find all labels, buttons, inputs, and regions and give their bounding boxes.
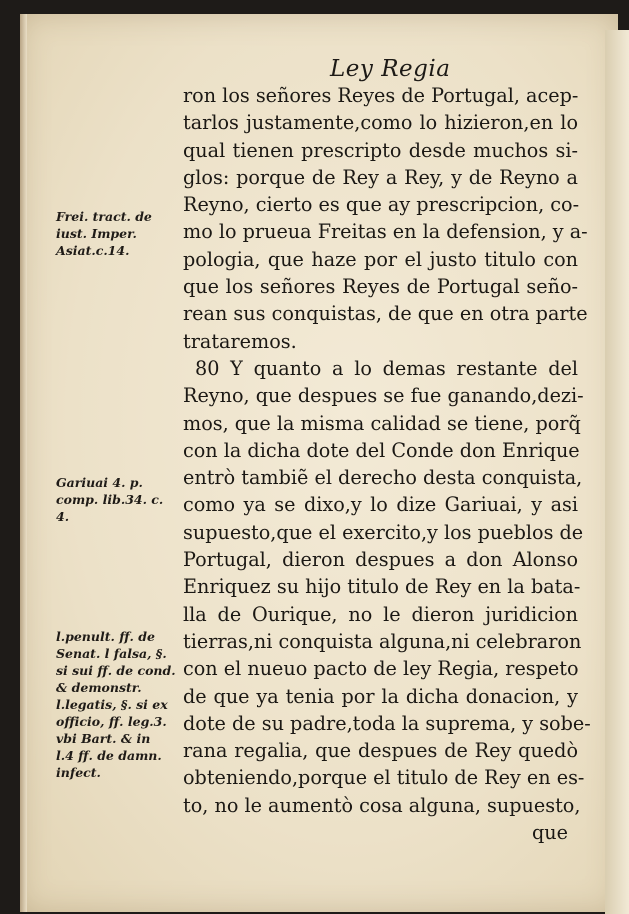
text-line: mos, que la misma calidad se tiene, porq̃ xyxy=(183,411,581,435)
main-text-block xyxy=(183,82,591,846)
margin-note-line: infect. xyxy=(56,765,101,780)
text-line: glos: porque de Rey a Rey, y de Reyno a xyxy=(183,165,578,189)
text-line: Enriquez su hijo titulo de Rey en la bata- xyxy=(183,575,581,599)
text-line: de que ya tenia por la dicha donacion, y xyxy=(183,684,578,708)
text-line: mo lo prueua Freitas en la defension, y a- xyxy=(183,220,588,244)
margin-note-line: comp. lib.34. c. xyxy=(56,492,164,507)
text-line: trataremos. xyxy=(183,329,297,353)
margin-note-line: & demonstr. xyxy=(56,680,142,695)
text-line: pologia, que haze por el justo titulo con xyxy=(183,247,578,271)
margin-note-line: vbi Bart. & in xyxy=(56,731,151,746)
text-line: obteniendo,porque el titulo de Rey en es- xyxy=(183,766,585,790)
margin-note-freitas xyxy=(56,208,178,259)
text-line: rana regalia, que despues de Rey quedò xyxy=(183,739,578,763)
text-line: lla de Ourique, no le dieron juridicion xyxy=(183,602,578,626)
paragraph-80-start: 80 Y quanto a lo demas restante del xyxy=(195,356,578,380)
text-line: to, no le aumentò cosa alguna, supuesto, xyxy=(183,793,581,817)
text-line: rean sus conquistas, de que en otra parte xyxy=(183,302,588,326)
text-line: supuesto,que el exercito,y los pueblos de xyxy=(183,520,584,544)
margin-note-line: 4. xyxy=(56,509,70,524)
margin-note-line: Gariuai 4. p. xyxy=(56,475,143,490)
text-line: dote de su padre,toda la suprema, y sobe- xyxy=(183,711,591,735)
text-line: tarlos justamente,como lo hizieron,en lo xyxy=(183,111,578,135)
text-line: qual tienen prescripto desde muchos si- xyxy=(183,138,578,162)
margin-note-line: officio, ff. leg.3. xyxy=(56,714,167,729)
margin-note-line: l.4 ff. de damn. xyxy=(56,748,162,763)
margin-note-line: si sui ff. de cond. xyxy=(56,663,176,678)
margin-note-line: l.legatis, §. si ex xyxy=(56,697,168,712)
margin-note-line: Asiat.c.14. xyxy=(56,243,130,258)
text-line: Reyno, que despues se fue ganando,dezi- xyxy=(183,384,584,408)
margin-note-line: l.penult. ff. de xyxy=(56,629,155,644)
margin-note-line: iust. Imper. xyxy=(56,226,137,241)
text-line: como ya se dixo,y lo dize Gariuai, y asi xyxy=(183,493,578,517)
running-title: Ley Regia xyxy=(330,56,451,82)
text-line: con la dicha dote del Conde don Enrique xyxy=(183,438,580,462)
text-line: ron los señores Reyes de Portugal, acep- xyxy=(183,84,579,107)
next-page-edge xyxy=(605,30,629,914)
page-gutter-edge xyxy=(20,14,27,912)
catchword: que xyxy=(532,821,568,845)
margin-note-line: Frei. tract. de xyxy=(56,209,152,224)
text-line: que los señores Reyes de Portugal seño- xyxy=(183,275,578,299)
text-line: con el nueuo pacto de ley Regia, respeto xyxy=(183,657,579,681)
margin-note-gariuai xyxy=(56,474,178,525)
text-line: entrò tambiẽ el derecho desta conquista, xyxy=(183,466,583,490)
text-line: tierras,ni conquista alguna,ni celebraron xyxy=(183,629,582,653)
margin-note-legal-citations xyxy=(56,628,178,781)
margin-note-line: Senat. l falsa, §. xyxy=(56,646,167,661)
text-line: Reyno, cierto es que ay prescripcion, co- xyxy=(183,193,580,217)
text-line: Portugal, dieron despues a don Alonso xyxy=(183,548,578,572)
